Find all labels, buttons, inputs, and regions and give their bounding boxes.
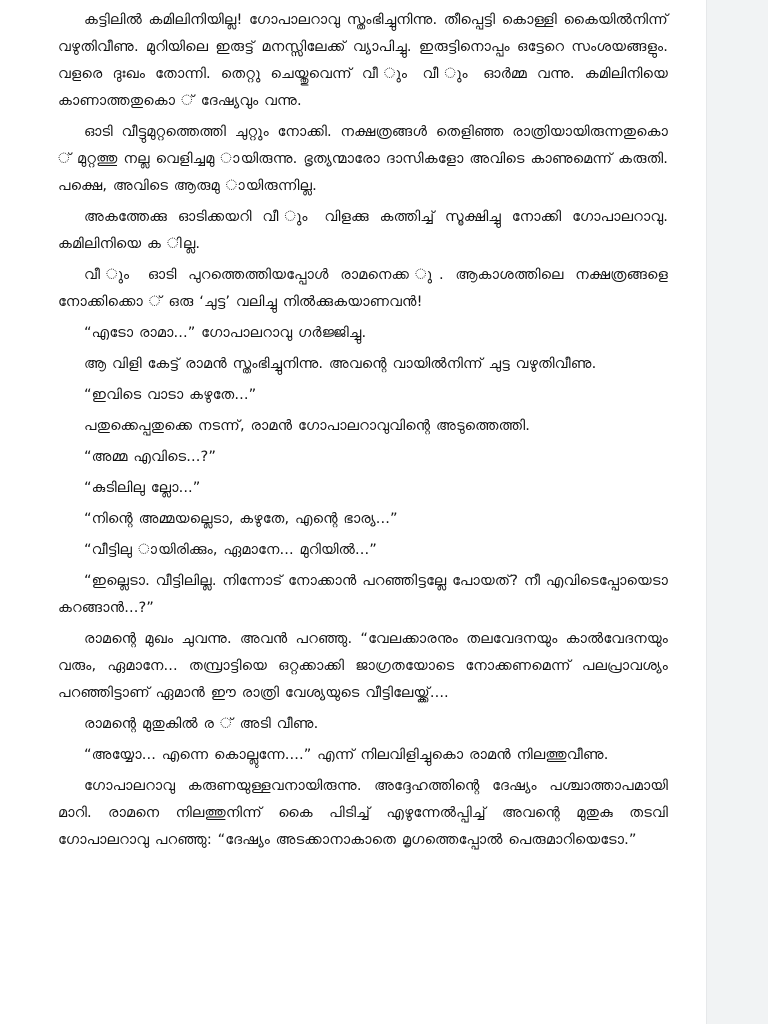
dialogue-paragraph: “വീട്ടിലു ായിരിക്കും, ഏമാനേ... മുറിയിൽ...” [84, 541, 377, 558]
dialogue-paragraph: “അയ്യോ... എന്നെ കൊല്ലുന്നേ....” എന്ന് നിലവിളിച്ചുകൊ രാമൻ നിലത്തുവീണു. [84, 746, 609, 763]
dialogue-paragraph: “എടോ രാമാ...” ഗോപാലറാവു ഗർജ്ജിച്ചു. [84, 324, 367, 341]
text-paragraph: ഓടി വീട്ടുമുറ്റത്തെത്തി ചുറ്റും നോക്കി. നക്ഷത്രങ്ങൾ തെളിഞ്ഞ രാത്രിയായിരുന്നതുകൊ ് മുറ്റത്തു നല്ല വെളിച്ചമു ായിരുന്നു. ഭൃത്യന്മാരോ ദാസികളോ അവിടെ കാണുമെന്ന് കരുതി. പക്ഷെ, അവിടെ ആരുമു ായിരുന്നില്ല. [58, 123, 668, 194]
dialogue-paragraph: “നിന്റെ അമ്മയല്ലെടാ, കഴുതേ, എന്റെ ഭാര്യ...” [84, 510, 398, 527]
text-paragraph: കട്ടിലിൽ കമിലിനിയില്ല! ഗോപാലറാവു സ്തംഭിച്ചുനിന്നു. തീപ്പെട്ടി കൊള്ളി കൈയിൽനിന്ന് വഴുതിവീണു. മുറിയിലെ ഇരുട്ട് മനസ്സിലേക്ക് വ്യാപിച്ചു. ഇരുട്ടിനൊപ്പം ഒട്ടേറെ സംശയങ്ങളും. വളരെ ദുഃഖം തോന്നി. തെറ്റു ചെയ്തുവെന്ന് വീ ും വീ ും ഓർമ്മ വന്നു. കമിലിനിയെ കാണാത്തതുകൊ ് ദേഷ്യവും വന്നു. [58, 11, 668, 109]
text-paragraph: പതുക്കെപ്പതുക്കെ നടന്ന്, രാമൻ ഗോപാലറാവുവിന്റെ അടുത്തെത്തി. [84, 417, 531, 434]
text-paragraph: ഗോപാലറാവു കരുണയുള്ളവനായിരുന്നു. അദ്ദേഹത്തിന്റെ ദേഷ്യം പശ്ചാത്താപമായി മാറി. രാമനെ നിലത്തുനിന്ന് കൈ പിടിച്ച് എഴുന്നേൽപ്പിച്ച് അവന്റെ മുതുകു തടവി ഗോപാലറാവു പറഞ്ഞു: “ദേഷ്യം അടക്കാനാകാതെ മൃഗത്തെപ്പോൽ പെരുമാറിയെടോ.” [58, 777, 668, 848]
viewer-side-panel [706, 0, 768, 1024]
dialogue-paragraph: “ഇവിടെ വാടാ കഴുതേ...” [84, 386, 257, 403]
dialogue-paragraph: “ഇല്ലെടാ. വീട്ടിലില്ല. നിന്നോട് നോക്കാൻ പറഞ്ഞിട്ടല്ലേ പോയത്? നീ എവിടെപ്പോയെടാ കറങ്ങാൻ...?” [58, 572, 668, 616]
dialogue-paragraph: “അമ്മ എവിടെ...?” [84, 448, 216, 465]
text-paragraph: അകത്തേക്കു ഓടിക്കയറി വീ ും വിളക്കു കത്തിച്ച് സൂക്ഷിച്ചു നോക്കി ഗോപാലറാവു. കമിലിനിയെ ക ില്ല. [58, 208, 668, 252]
text-paragraph: രാമന്റെ മുഖം ചുവന്നു. അവൻ പറഞ്ഞു. “വേലക്കാരനും തലവേദനയും കാൽവേദനയും വരും, ഏമാനേ... തമ്പ്രാട്ടിയെ ഒറ്റക്കാക്കി ജാഗ്രതയോടെ നോക്കണമെന്ന് പലപ്രാവശ്യം പറഞ്ഞിട്ടാണ് ഏമാൻ ഈ രാത്രി വേശ്യയുടെ വീട്ടിലേയ്ക്ക്.... [58, 630, 668, 701]
text-paragraph: വീ ും ഓടി പുറത്തെത്തിയപ്പോൾ രാമനെക്ക ു. ആകാശത്തിലെ നക്ഷത്രങ്ങളെ നോക്കിക്കൊ ് ഒരു ‘ചുട്ട’ വലിച്ചു നിൽക്കുകയാണവൻ! [58, 266, 668, 310]
document-text [58, 6, 668, 857]
dialogue-paragraph: “കുടിലിലു ല്ലോ...” [84, 479, 201, 496]
text-paragraph: ആ വിളി കേട്ട് രാമൻ സ്തംഭിച്ചുനിന്നു. അവന്റെ വായിൽനിന്ന് ചുട്ട വഴുതിവീണു. [84, 355, 597, 372]
text-paragraph: രാമന്റെ മുതുകിൽ ര ് അടി വീണു. [84, 715, 319, 732]
